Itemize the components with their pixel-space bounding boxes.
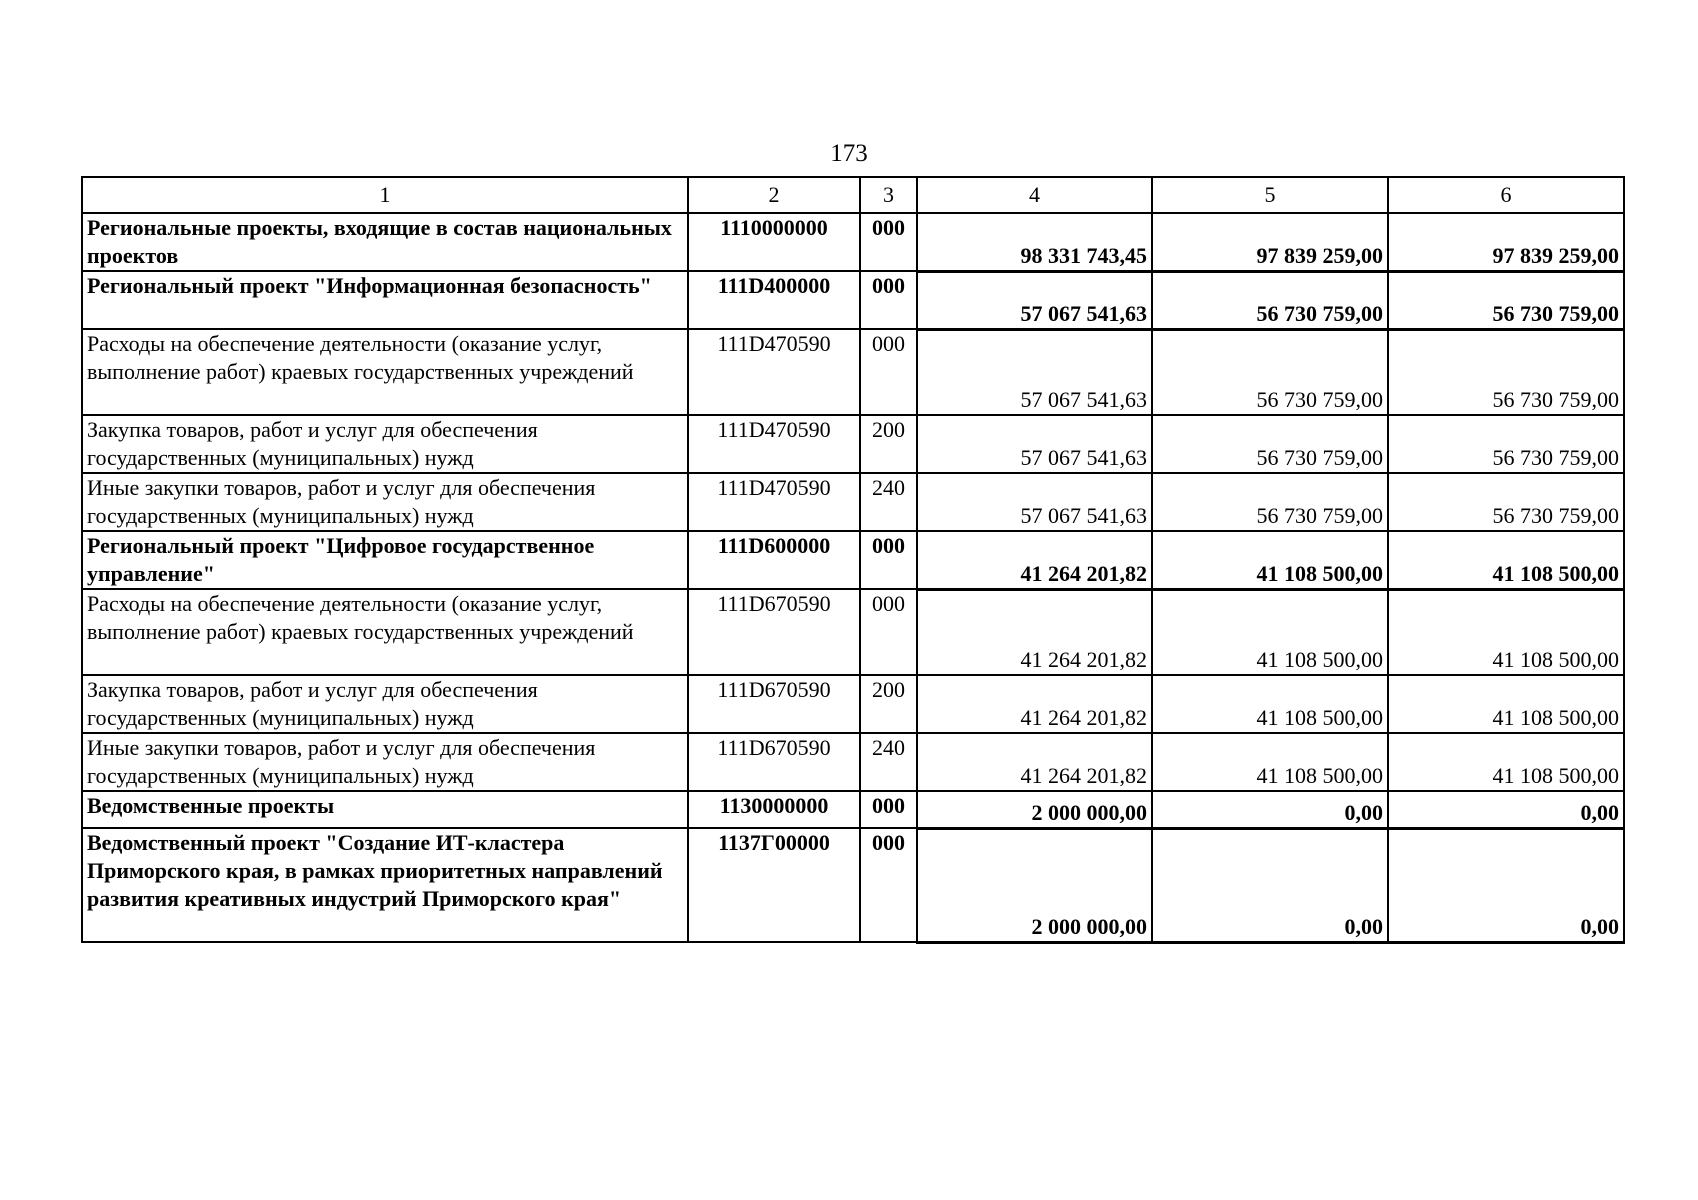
row-code: 111D470590 (688, 415, 860, 473)
row-name: Иные закупки товаров, работ и услуг для обеспечения государственных (муниципальных) нужд (82, 473, 688, 531)
table-row (82, 675, 1624, 733)
table-body (82, 177, 1624, 942)
column-number-4: 4 (917, 177, 1152, 213)
row-amount-col6: 41 108 500,00 (1388, 589, 1624, 675)
row-amount-col4: 98 331 743,45 (917, 213, 1152, 271)
row-name: Ведомственный проект "Создание ИТ-кластера Приморского края, в рамках приоритетных направлений развития креативных индустрий Приморского края" (82, 828, 688, 942)
row-type: 000 (860, 828, 917, 942)
row-type: 240 (860, 473, 917, 531)
row-amount-col6: 56 730 759,00 (1388, 329, 1624, 415)
table-row (82, 791, 1624, 828)
row-code: 111D470590 (688, 473, 860, 531)
column-number-3: 3 (860, 177, 917, 213)
row-amount-col5: 0,00 (1152, 791, 1388, 828)
table-row (82, 271, 1624, 329)
row-code: 111D400000 (688, 271, 860, 329)
column-number-1: 1 (82, 177, 688, 213)
row-name: Закупка товаров, работ и услуг для обеспечения государственных (муниципальных) нужд (82, 415, 688, 473)
row-name: Расходы на обеспечение деятельности (оказание услуг, выполнение работ) краевых государственных учреждений (82, 589, 688, 675)
table-row (82, 733, 1624, 791)
row-amount-col6: 97 839 259,00 (1388, 213, 1624, 271)
row-amount-col4: 57 067 541,63 (917, 415, 1152, 473)
row-type: 200 (860, 415, 917, 473)
row-code: 111D470590 (688, 329, 860, 415)
row-amount-col6: 0,00 (1388, 791, 1624, 828)
row-amount-col4: 57 067 541,63 (917, 329, 1152, 415)
row-amount-col6: 41 108 500,00 (1388, 531, 1624, 589)
row-amount-col5: 56 730 759,00 (1152, 329, 1388, 415)
row-amount-col5: 41 108 500,00 (1152, 589, 1388, 675)
table-row (82, 415, 1624, 473)
column-number-5: 5 (1152, 177, 1388, 213)
row-amount-col6: 56 730 759,00 (1388, 271, 1624, 329)
row-name: Региональный проект "Информационная безопасность" (82, 271, 688, 329)
row-amount-col5: 0,00 (1152, 828, 1388, 942)
row-amount-col4: 41 264 201,82 (917, 531, 1152, 589)
table-row (82, 531, 1624, 589)
table-row (82, 213, 1624, 271)
table-row (82, 589, 1624, 675)
row-amount-col5: 41 108 500,00 (1152, 675, 1388, 733)
row-amount-col6: 41 108 500,00 (1388, 675, 1624, 733)
row-amount-col4: 2 000 000,00 (917, 828, 1152, 942)
row-amount-col6: 56 730 759,00 (1388, 473, 1624, 531)
row-type: 000 (860, 531, 917, 589)
row-amount-col5: 56 730 759,00 (1152, 271, 1388, 329)
row-amount-col4: 57 067 541,63 (917, 271, 1152, 329)
row-amount-col4: 57 067 541,63 (917, 473, 1152, 531)
row-amount-col4: 41 264 201,82 (917, 733, 1152, 791)
row-name: Иные закупки товаров, работ и услуг для обеспечения государственных (муниципальных) нужд (82, 733, 688, 791)
row-amount-col4: 41 264 201,82 (917, 675, 1152, 733)
column-number-2: 2 (688, 177, 860, 213)
budget-table (81, 176, 1625, 944)
row-amount-col6: 56 730 759,00 (1388, 415, 1624, 473)
row-amount-col5: 97 839 259,00 (1152, 213, 1388, 271)
row-code: 111D670590 (688, 589, 860, 675)
row-amount-col6: 0,00 (1388, 828, 1624, 942)
table-row (82, 828, 1624, 942)
row-type: 200 (860, 675, 917, 733)
row-code: 111D670590 (688, 733, 860, 791)
row-name: Региональные проекты, входящие в состав национальных проектов (82, 213, 688, 271)
row-amount-col6: 41 108 500,00 (1388, 733, 1624, 791)
row-amount-col5: 41 108 500,00 (1152, 531, 1388, 589)
row-code: 111D670590 (688, 675, 860, 733)
row-type: 000 (860, 791, 917, 828)
row-amount-col5: 56 730 759,00 (1152, 415, 1388, 473)
row-amount-col5: 56 730 759,00 (1152, 473, 1388, 531)
table-row (82, 329, 1624, 415)
row-type: 240 (860, 733, 917, 791)
row-type: 000 (860, 329, 917, 415)
row-type: 000 (860, 213, 917, 271)
row-name: Региональный проект "Цифровое государственное управление" (82, 531, 688, 589)
row-code: 1110000000 (688, 213, 860, 271)
column-number-6: 6 (1388, 177, 1624, 213)
table-row (82, 473, 1624, 531)
row-code: 1130000000 (688, 791, 860, 828)
row-type: 000 (860, 589, 917, 675)
row-name: Закупка товаров, работ и услуг для обеспечения государственных (муниципальных) нужд (82, 675, 688, 733)
row-code: 111D600000 (688, 531, 860, 589)
row-amount-col5: 41 108 500,00 (1152, 733, 1388, 791)
row-type: 000 (860, 271, 917, 329)
row-amount-col4: 2 000 000,00 (917, 791, 1152, 828)
row-name: Расходы на обеспечение деятельности (оказание услуг, выполнение работ) краевых государственных учреждений (82, 329, 688, 415)
page-number: 173 (830, 140, 868, 167)
row-name: Ведомственные проекты (82, 791, 688, 828)
row-code: 1137Г00000 (688, 828, 860, 942)
row-amount-col4: 41 264 201,82 (917, 589, 1152, 675)
column-number-row (82, 177, 1624, 213)
